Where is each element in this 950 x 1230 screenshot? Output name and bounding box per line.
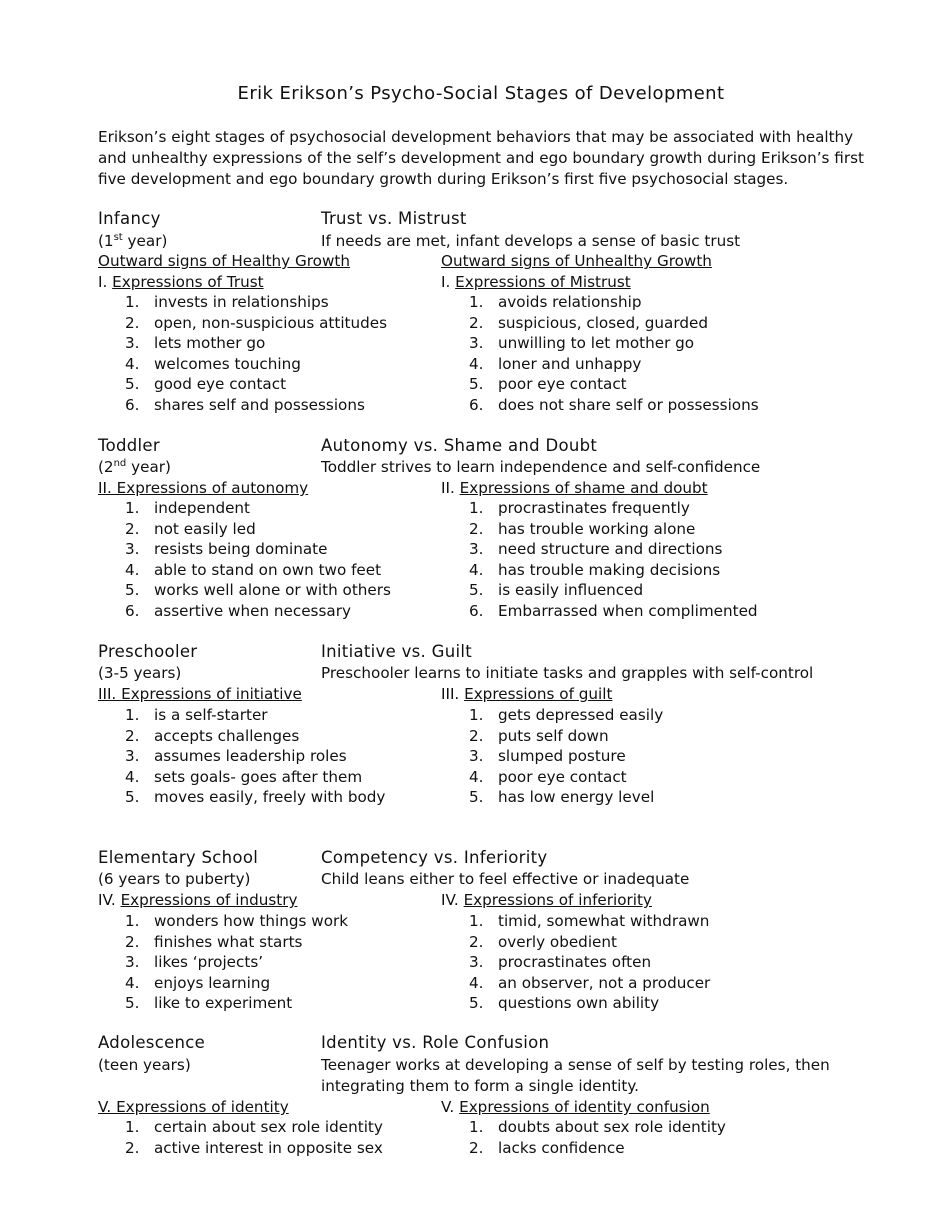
stage-name: Toddler — [98, 436, 160, 455]
list-item-text: unwilling to let mother go — [498, 334, 695, 353]
unhealthy-heading: I. Expressions of Mistrust — [441, 273, 631, 291]
list-item — [125, 911, 348, 932]
healthy-heading: IV. Expressions of industry — [98, 891, 298, 909]
list-item — [469, 539, 758, 560]
stage-name: Elementary School — [98, 848, 259, 867]
list-item-text: has trouble making decisions — [498, 560, 721, 579]
healthy-heading: II. Expressions of autonomy — [98, 479, 309, 497]
list-item-number: 5. — [125, 375, 140, 394]
list-item — [469, 911, 710, 932]
list-item — [469, 580, 758, 601]
list-item-number: 4. — [125, 973, 140, 992]
healthy-list — [125, 705, 385, 808]
list-item-text: active interest in opposite sex — [154, 1138, 383, 1157]
list-item-text: welcomes touching — [154, 354, 301, 373]
list-item — [469, 746, 663, 767]
list-item — [469, 767, 663, 788]
list-item-text: puts self down — [498, 726, 609, 745]
list-item — [125, 746, 385, 767]
list-item-text: independent — [154, 499, 251, 517]
list-item-text: enjoys learning — [154, 973, 271, 992]
healthy-list — [125, 1117, 383, 1158]
list-item-text: need structure and directions — [498, 540, 723, 559]
list-item-text: assumes leadership roles — [154, 747, 347, 766]
list-item-text: works well alone or with others — [154, 581, 391, 600]
list-item-text: overly obedient — [498, 932, 617, 951]
unhealthy-list — [469, 292, 759, 416]
list-item — [125, 539, 391, 560]
healthy-heading: V. Expressions of identity — [98, 1098, 289, 1116]
list-item-number: 4. — [469, 767, 484, 786]
list-item-text: an observer, not a producer — [498, 973, 711, 992]
list-item-text: is a self-starter — [154, 706, 268, 724]
list-item — [469, 993, 710, 1014]
healthy-growth-header: Outward signs of Healthy Growth — [98, 252, 350, 270]
unhealthy-heading: II. Expressions of shame and doubt — [441, 479, 708, 497]
list-item — [125, 374, 387, 395]
list-item-number: 6. — [469, 601, 484, 620]
list-item-number: 2. — [125, 519, 140, 538]
list-item-text: suspicious, closed, guarded — [498, 313, 708, 332]
unhealthy-heading: III. Expressions of guilt — [441, 685, 613, 703]
list-item-number: 1. — [469, 706, 484, 724]
list-item-number: 3. — [125, 953, 140, 972]
list-item-text: able to stand on own two feet — [154, 560, 382, 579]
stage-age: (6 years to puberty) — [98, 870, 251, 888]
list-item — [469, 726, 663, 747]
list-item-number: 4. — [125, 767, 140, 786]
list-item-number: 6. — [469, 395, 484, 414]
list-item-text: Embarrassed when complimented — [498, 601, 758, 620]
stage-age: (3-5 years) — [98, 664, 182, 682]
list-item-number: 3. — [125, 334, 140, 353]
list-item-number: 4. — [125, 560, 140, 579]
list-item — [125, 560, 391, 581]
list-item-text: doubts about sex role identity — [498, 1118, 726, 1136]
list-item — [125, 1117, 383, 1138]
healthy-heading: III. Expressions of initiative — [98, 685, 302, 703]
list-item-number: 5. — [125, 788, 140, 807]
list-item-text: lacks confidence — [498, 1138, 625, 1157]
list-item-number: 1. — [125, 293, 140, 311]
list-item — [125, 395, 387, 416]
stage-conflict: Trust vs. Mistrust — [321, 209, 467, 228]
list-item-text: avoids relationship — [498, 293, 642, 311]
list-item — [125, 787, 385, 808]
list-item-number: 2. — [125, 313, 140, 332]
list-item — [125, 705, 385, 726]
list-item-text: wonders how things work — [154, 912, 349, 930]
list-item-number: 6. — [125, 601, 140, 620]
list-item-number: 2. — [125, 1138, 140, 1157]
list-item-number: 2. — [469, 932, 484, 951]
list-item-number: 1. — [469, 912, 484, 930]
list-item-number: 5. — [469, 581, 484, 600]
page-title: Erik Erikson’s Psycho-Social Stages of Development — [237, 83, 725, 104]
list-item-text: not easily led — [154, 519, 256, 538]
stage-description: Preschooler learns to initiate tasks and grapples with self-control — [321, 664, 814, 682]
list-item — [469, 601, 758, 622]
list-item — [469, 395, 759, 416]
list-item-number: 5. — [469, 375, 484, 394]
list-item-number: 3. — [469, 334, 484, 353]
list-item-text: is easily influenced — [498, 581, 644, 600]
list-item-text: poor eye contact — [498, 375, 627, 394]
list-item-text: lets mother go — [154, 334, 266, 353]
stage-name: Adolescence — [98, 1033, 206, 1052]
list-item-text: good eye contact — [154, 375, 287, 394]
list-item-text: finishes what starts — [154, 932, 303, 951]
list-item-text: like to experiment — [154, 994, 293, 1013]
list-item-text: timid, somewhat withdrawn — [498, 912, 710, 930]
stage-conflict: Initiative vs. Guilt — [321, 642, 473, 661]
list-item — [469, 787, 663, 808]
unhealthy-list — [469, 705, 663, 808]
list-item-text: resists being dominate — [154, 540, 328, 559]
list-item-text: does not share self or possessions — [498, 395, 759, 414]
list-item — [125, 726, 385, 747]
list-item — [125, 932, 348, 953]
list-item-number: 2. — [469, 1138, 484, 1157]
list-item — [125, 580, 391, 601]
list-item — [469, 374, 759, 395]
list-item — [125, 1138, 383, 1159]
list-item — [469, 1138, 726, 1159]
healthy-heading: I. Expressions of Trust — [98, 273, 264, 291]
list-item-number: 2. — [469, 313, 484, 332]
list-item — [469, 354, 759, 375]
list-item-text: assertive when necessary — [154, 601, 351, 620]
stage-age: (teen years) — [98, 1056, 191, 1074]
list-item-number: 1. — [125, 1118, 140, 1136]
stage-description: Child leans either to feel effective or inadequate — [321, 870, 690, 888]
list-item — [469, 560, 758, 581]
list-item-number: 3. — [125, 540, 140, 559]
list-item — [469, 519, 758, 540]
list-item-number: 2. — [125, 932, 140, 951]
list-item — [469, 1117, 726, 1138]
list-item — [469, 498, 758, 519]
stage-name: Infancy — [98, 209, 161, 228]
stage-conflict: Autonomy vs. Shame and Doubt — [321, 436, 598, 455]
list-item-number: 1. — [125, 706, 140, 724]
list-item-text: slumped posture — [498, 747, 626, 766]
unhealthy-list — [469, 1117, 726, 1158]
list-item — [125, 313, 387, 334]
healthy-list — [125, 498, 391, 622]
unhealthy-heading: V. Expressions of identity confusion — [441, 1098, 710, 1116]
list-item-text: invests in relationships — [154, 293, 329, 311]
stage-age: (1st year) — [98, 232, 168, 250]
stage-age: (2nd year) — [98, 458, 171, 476]
list-item-number: 1. — [469, 1118, 484, 1136]
list-item-number: 1. — [125, 499, 140, 517]
stage-name: Preschooler — [98, 642, 198, 661]
list-item-text: questions own ability — [498, 994, 660, 1013]
list-item — [125, 292, 387, 313]
healthy-list — [125, 292, 387, 416]
list-item-text: has low energy level — [498, 788, 655, 807]
list-item-text: likes ‘projects’ — [154, 953, 264, 972]
list-item-number: 3. — [469, 747, 484, 766]
list-item-text: gets depressed easily — [498, 706, 664, 724]
list-item — [125, 952, 348, 973]
list-item — [125, 333, 387, 354]
list-item-text: procrastinates frequently — [498, 499, 690, 517]
list-item — [469, 952, 710, 973]
list-item — [469, 705, 663, 726]
list-item-number: 5. — [125, 994, 140, 1013]
list-item-number: 4. — [469, 354, 484, 373]
unhealthy-growth-header: Outward signs of Unhealthy Growth — [441, 252, 712, 270]
unhealthy-list — [469, 911, 710, 1014]
list-item — [125, 498, 391, 519]
list-item-number: 3. — [469, 540, 484, 559]
list-item-text: poor eye contact — [498, 767, 627, 786]
list-item-text: loner and unhappy — [498, 354, 642, 373]
list-item-text: accepts challenges — [154, 726, 300, 745]
list-item-number: 1. — [125, 912, 140, 930]
healthy-list — [125, 911, 348, 1014]
list-item — [125, 973, 348, 994]
list-item-number: 5. — [469, 788, 484, 807]
list-item-number: 1. — [469, 293, 484, 311]
list-item-number: 4. — [469, 560, 484, 579]
stage-conflict: Identity vs. Role Confusion — [321, 1033, 550, 1052]
stage-description: Teenager works at developing a sense of self by testing roles, then integrating them to form a single identity. — [321, 1056, 830, 1095]
stage-description: Toddler strives to learn independence and self-confidence — [321, 458, 761, 476]
list-item-text: shares self and possessions — [154, 395, 365, 414]
unhealthy-heading: IV. Expressions of inferiority — [441, 891, 652, 909]
list-item — [469, 333, 759, 354]
list-item-number: 2. — [469, 726, 484, 745]
list-item — [469, 932, 710, 953]
list-item — [125, 767, 385, 788]
list-item — [125, 354, 387, 375]
list-item-number: 5. — [469, 994, 484, 1013]
list-item-text: sets goals- goes after them — [154, 767, 363, 786]
list-item-number: 1. — [469, 499, 484, 517]
list-item-number: 4. — [469, 973, 484, 992]
list-item-number: 2. — [469, 519, 484, 538]
list-item — [469, 313, 759, 334]
intro-paragraph: Erikson’s eight stages of psychosocial development behaviors that may be associated with healthy and unhealthy expressions of the self’s development and ego boundary growth during Erikson’s first five development and ego boundary growth during Erikson’s first five psychosocial stages. — [98, 128, 864, 188]
list-item-text: open, non-suspicious attitudes — [154, 313, 388, 332]
list-item — [125, 601, 391, 622]
stage-conflict: Competency vs. Inferiority — [321, 848, 548, 867]
list-item-number: 3. — [125, 747, 140, 766]
list-item — [125, 519, 391, 540]
stage-description: If needs are met, infant develops a sense of basic trust — [321, 232, 741, 250]
unhealthy-list — [469, 498, 758, 622]
list-item — [469, 973, 710, 994]
list-item-number: 2. — [125, 726, 140, 745]
list-item-number: 3. — [469, 953, 484, 972]
list-item-number: 6. — [125, 395, 140, 414]
list-item-text: has trouble working alone — [498, 519, 696, 538]
list-item-number: 5. — [125, 581, 140, 600]
list-item — [469, 292, 759, 313]
list-item-number: 4. — [125, 354, 140, 373]
list-item — [125, 993, 348, 1014]
list-item-text: moves easily, freely with body — [154, 788, 386, 807]
list-item-text: procrastinates often — [498, 953, 652, 972]
list-item-text: certain about sex role identity — [154, 1118, 383, 1136]
